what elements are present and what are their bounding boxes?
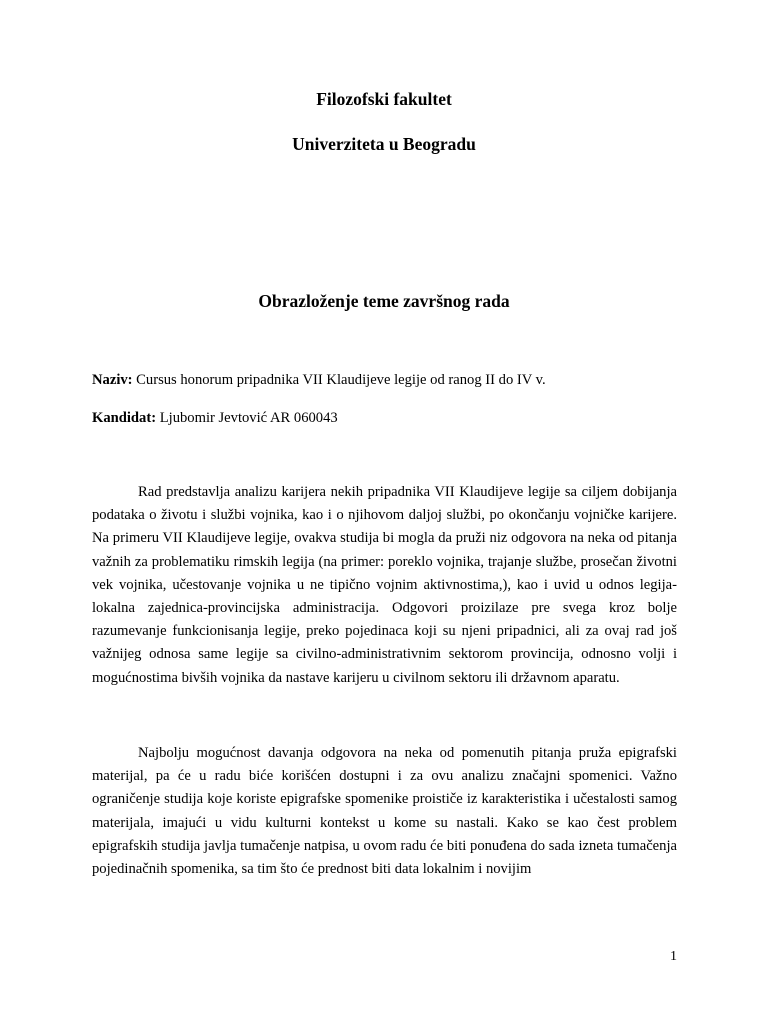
document-title: Obrazloženje teme završnog rada <box>258 291 510 311</box>
faculty-heading: Filozofski fakultet <box>316 89 452 109</box>
body-paragraph: Rad predstavlja analizu karijera nekih pripadnika VII Klaudijeve legije sa ciljem dobijanja podataka o životu i službi vojnika, kao i o njihovom daljoj službi, po okončanju vojničke karijere. Na primeru VII Klaudijeve legije, ovakva studija bi mogla da pruži niz odgovora na neka od pitanja važnih za problematiku rimskih legija (na primer: poreklo vojnika, trajanje službe, prosečan životni vek vojnika, učestovanje vojnika u ne tipično vojnim aktivnostima,), kao i uvid u odnos legija-lokalna zajednica-provincijska administracija. Odgovori proizilaze pre svega kroz bolje razumevanje funkcionisanja legije, preko pojedinaca koji su njeni pripadnici, ali za ovaj rad još važnijeg odnosa same legije sa civilno-administrativnim sektorom provincija, odnosno volji i mogućnostima bivših vojnika da nastave karijeru u civilnom sektoru ili državnom aparatu. <box>92 484 677 686</box>
candidate-value: Ljubomir Jevtović AR 060043 <box>156 410 338 426</box>
thesis-title-line <box>92 371 676 389</box>
thesis-title-value: Cursus honorum pripadnika VII Klaudijeve legije od ranog II do IV v. <box>132 372 546 388</box>
candidate-line <box>92 409 676 427</box>
page-number: 1 <box>670 949 677 964</box>
thesis-title-label: Naziv: <box>92 372 133 388</box>
university-heading: Univerziteta u Beogradu <box>292 134 476 154</box>
candidate-label: Kandidat: <box>92 410 157 426</box>
body-paragraph: Najbolju mogućnost davanja odgovora na neka od pomenutih pitanja pruža epigrafski materijal, pa će u radu biće korišćen dostupni i za ovu analizu značajni spomenici. Važno ograničenje studija koje koriste epigrafske spomenike proističe iz karakteristika i učestalosti samog materijala, imajući u vidu kulturni kontekst u kome su nastali. Kako se kao čest problem epigrafskih studija javlja tumačenje natpisa, u ovom radu će biti ponuđena do sada izneta tumačenja pojedinačnih spomenika, sa tim što će prednost biti data lokalnim i novijim <box>92 745 677 878</box>
